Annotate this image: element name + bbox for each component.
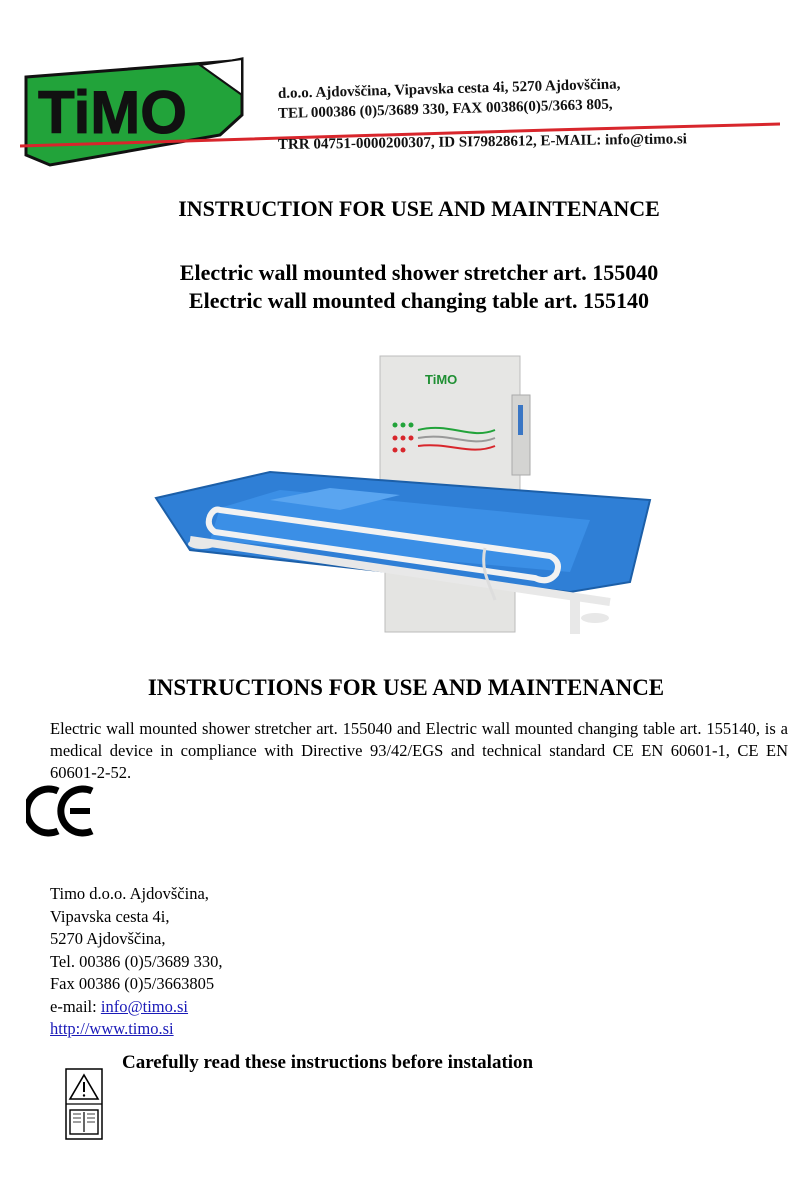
logo-text: TiMO bbox=[38, 79, 187, 146]
address-email-row bbox=[50, 996, 223, 1019]
email-label: e-mail: bbox=[50, 996, 101, 1016]
header-phone-line: TEL 000386 (0)5/3689 330, FAX 00386(0)5/3663 805, bbox=[277, 96, 613, 122]
ce-mark-icon bbox=[26, 785, 98, 837]
cabinet-logo: TiMO bbox=[425, 372, 458, 387]
header-bank-line: TRR 04751-0000200307, ID SI79828612, E-MAIL: info@timo.si bbox=[277, 131, 688, 153]
company-address bbox=[50, 883, 223, 1041]
email-link[interactable]: info@timo.si bbox=[100, 996, 189, 1016]
manual-book-icon bbox=[70, 1110, 98, 1134]
website-link[interactable]: http://www.timo.si bbox=[50, 1019, 174, 1038]
product-photo bbox=[150, 350, 670, 650]
product-title-1: Electric wall mounted shower stretcher art. 155040 bbox=[179, 260, 659, 285]
address-phone: Tel. 00386 (0)5/3689 330, bbox=[50, 951, 223, 971]
product-title-2: Electric wall mounted changing table art. 155140 bbox=[188, 288, 650, 313]
timo-logo bbox=[20, 55, 270, 170]
warning-text: Carefully read these instructions before instalation bbox=[122, 1052, 534, 1073]
address-city: 5270 Ajdovščina, bbox=[50, 929, 166, 948]
section-title: INSTRUCTIONS FOR USE AND MAINTENANCE bbox=[147, 675, 665, 700]
intro-paragraph: Electric wall mounted shower stretcher art. 155040 and Electric wall mounted changing table art. 155140, is a medical device in compliance with Directive 93/42/EGS and technical standard CE EN 60601-1, CE EN 60601-2-52. bbox=[50, 719, 788, 782]
warning-symbol-box bbox=[65, 1068, 103, 1140]
header-address-line: d.o.o. Ajdovščina, Vipavska cesta 4i, 5270 Ajdovščina, bbox=[277, 76, 621, 102]
address-web-row bbox=[50, 1018, 223, 1041]
address-company: Timo d.o.o. Ajdovščina, bbox=[50, 884, 209, 903]
address-street: Vipavska cesta 4i, bbox=[50, 906, 170, 926]
address-fax: Fax 00386 (0)5/3663805 bbox=[50, 974, 215, 993]
document-title: INSTRUCTION FOR USE AND MAINTENANCE bbox=[178, 196, 660, 221]
